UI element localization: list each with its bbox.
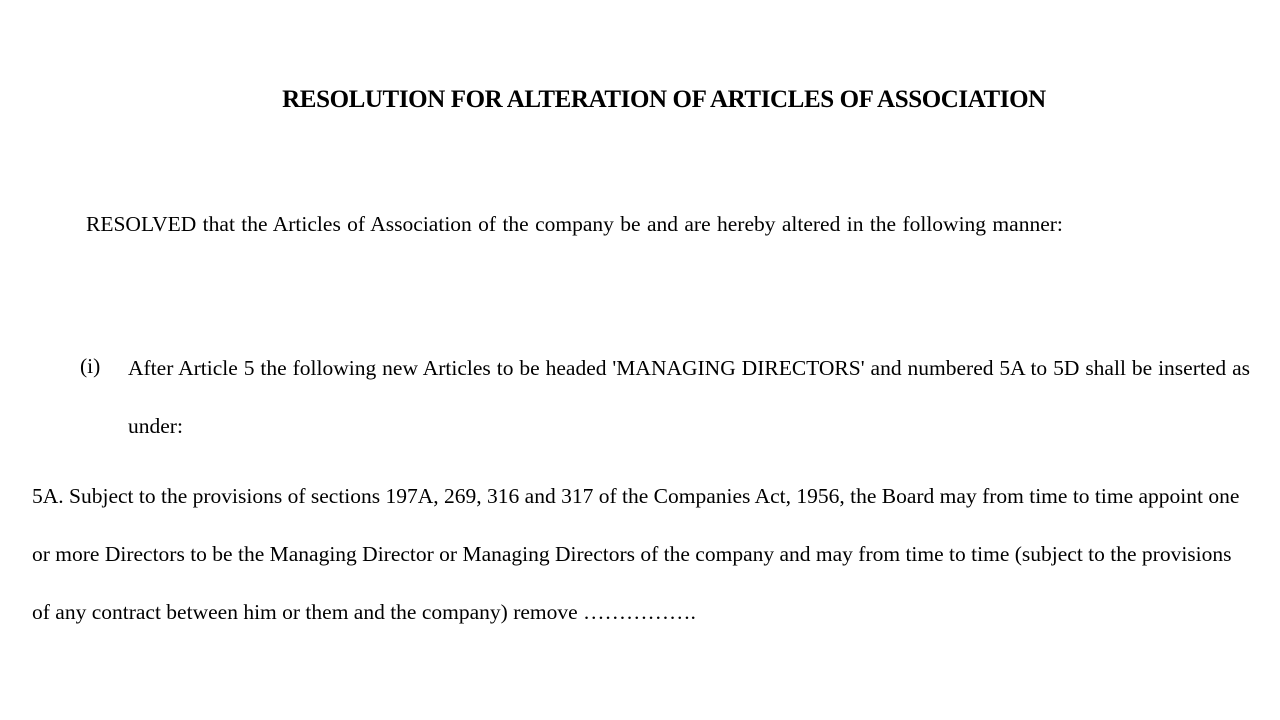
resolved-paragraph: RESOLVED that the Articles of Association of the company be and are hereby altered in the following manner: [86,212,1063,236]
document-title: RESOLUTION FOR ALTERATION OF ARTICLES OF ASSOCIATION [282,86,1046,113]
article-5a-paragraph: 5A. Subject to the provisions of sections 197A, 269, 316 and 317 of the Companies Act, 1956, the Board may from time to time appoint one or more Directors to be the Managing Director or Managing Directors of the company and may from time to time (subject to the provisions of any contract between him or them and the company) remove ……………. [32,484,1240,624]
list-item-text: After Article 5 the following new Articles to be headed 'MANAGING DIRECTORS' and numbered 5A to 5D shall be inserted as under: [128,356,1250,438]
list-item-marker: (i) [80,354,101,378]
